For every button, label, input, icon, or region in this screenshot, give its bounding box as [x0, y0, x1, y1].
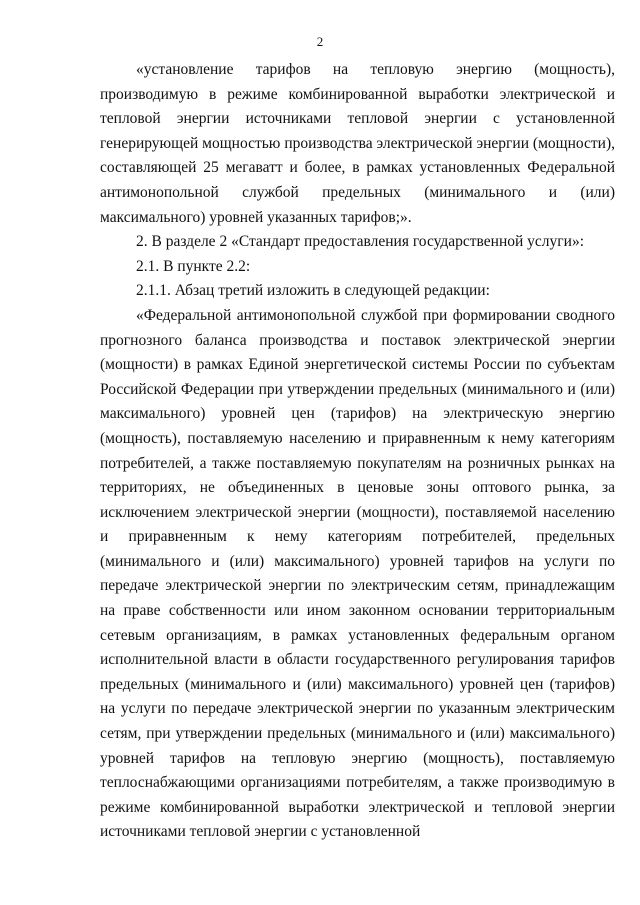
paragraph-section-2: 2. В разделе 2 «Стандарт предоставления государственной услуги»:	[136, 233, 585, 251]
paragraph-item-2-1-1: 2.1.1. Абзац третий изложить в следующей редакции:	[136, 282, 490, 300]
paragraph-tariff-clause: «установление тарифов на тепловую энергию (мощность), производимую в режиме комбинированной выработки электрической и тепловой энергии источниками тепловой энергии с установленной генерирующей мощностью производства электрической энергии (мощности), составляющей 25 мегаватт и более, в рамках установленных Федеральной антимонопольной службой предельных (минимального и (или) максимального) уровней указанных тарифов;».	[100, 61, 615, 226]
document-body	[100, 58, 615, 845]
paragraph-item-2-1: 2.1. В пункте 2.2:	[136, 257, 251, 275]
paragraph-fas-clause: «Федеральной антимонопольной службой при формировании сводного прогнозного баланса производства и поставок электрической энергии (мощности) в рамках Единой энергетической системы России по субъектам Российской Федерации при утверждении предельных (минимального и (или) максимального) уровней цен (тарифов) на электрическую энергию (мощность), поставляемую населению и приравненным к нему категориям потребителей, а также поставляемую покупателям на розничных рынках на территориях, не объединенных в ценовые зоны оптового рынка, за исключением электрической энергии (мощности), поставляемой населению и приравненным к нему категориям потребителей, предельных (минимального и (или) максимального) уровней тарифов на услуги по передаче электрической энергии по электрическим сетям, принадлежащим на праве собственности или ином законном основании территориальным сетевым организациям, в рамках установленных федеральным органом исполнительной власти в области государственного регулирования тарифов предельных (минимального и (или) максимального) уровней цен (тарифов) на услуги по передаче электрической энергии по указанным электрическим сетям, при утверждении предельных (минимального и (или) максимального) уровней тарифов на тепловую энергию (мощность), поставляемую теплоснабжающими организациями потребителям, а также производимую в режиме комбинированной выработки электрической и тепловой энергии источниками тепловой энергии с установленной	[100, 306, 615, 841]
page-number: 2	[316, 34, 324, 49]
